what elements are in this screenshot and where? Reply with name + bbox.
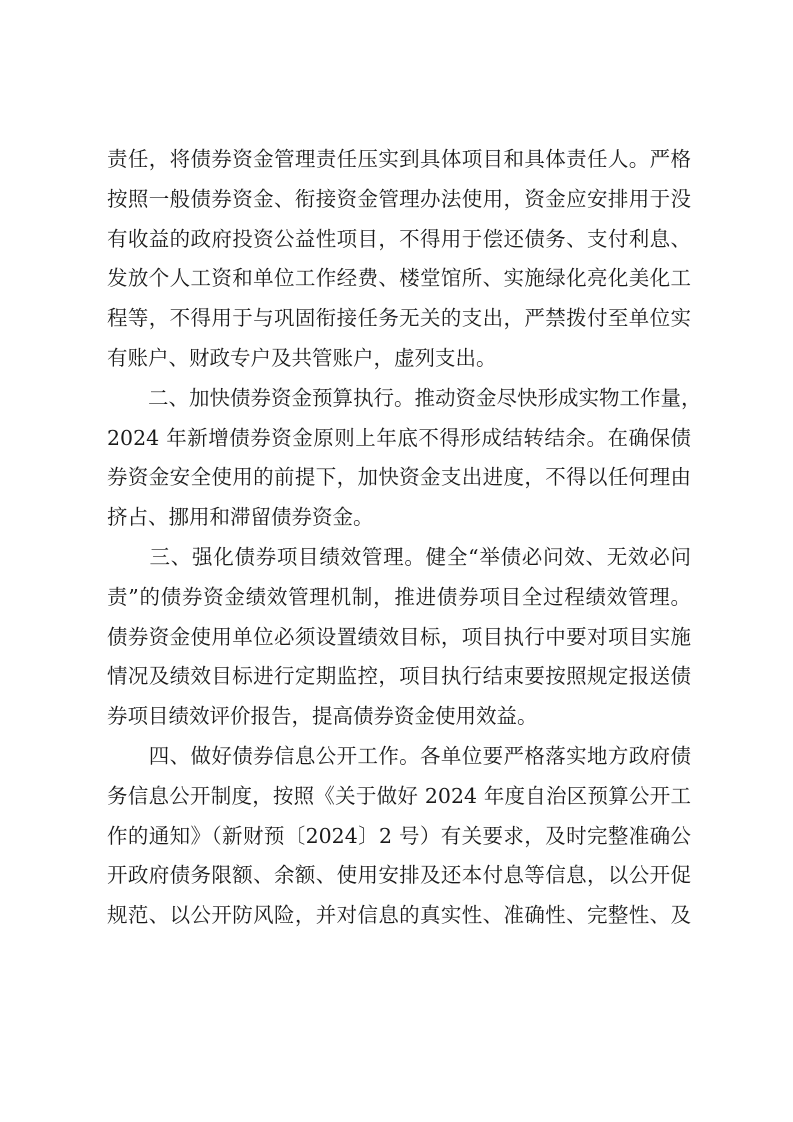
text-line: 发放个人工资和单位工作经费、楼堂馆所、实施绿化亮化美化工	[107, 266, 691, 291]
text-line: 券项目绩效评价报告，提高债券资金使用效益。	[107, 704, 538, 729]
text-line: 责”的债券资金绩效管理机制，推进债券项目全过程绩效管理。	[107, 584, 691, 609]
paragraph-0	[107, 140, 691, 379]
text-line: 2024 年新增债券资金原则上年底不得形成结转结余。在确保债	[107, 425, 691, 450]
document-body	[107, 140, 702, 936]
text-line: 责任，将债券资金管理责任压实到具体项目和具体责任人。严格	[107, 147, 691, 171]
text-line: 四、做好债券信息公开工作。各单位要严格落实地方政府债	[107, 743, 691, 768]
text-line: 开政府债务限额、余额、使用安排及还本付息等信息，以公开促	[107, 863, 691, 888]
text-line: 有收益的政府投资公益性项目，不得用于偿还债务、支付利息、	[107, 226, 691, 251]
text-line: 券资金安全使用的前提下，加快资金支出进度，不得以任何理由	[107, 465, 691, 490]
text-line: 情况及绩效目标进行定期监控，项目执行结束要按照规定报送债	[107, 664, 691, 689]
paragraph-2	[107, 538, 691, 737]
text-line: 作的通知》（新财预〔2024〕2 号）有关要求，及时完整准确公	[107, 823, 691, 848]
text-line: 规范、以公开防风险，并对信息的真实性、准确性、完整性、及	[107, 903, 691, 928]
text-line: 按照一般债券资金、衔接资金管理办法使用，资金应安排用于没	[107, 186, 691, 211]
paragraph-3	[107, 737, 691, 936]
text-line: 务信息公开制度，按照《关于做好 2024 年度自治区预算公开工	[107, 783, 691, 808]
text-line: 有账户、财政专户及共管账户，虚列支出。	[107, 345, 497, 370]
text-line: 挤占、挪用和滞留债券资金。	[107, 505, 374, 530]
text-line: 三、强化债券项目绩效管理。健全“举债必问效、无效必问	[107, 544, 691, 569]
text-line: 二、加快债券资金预算执行。推动资金尽快形成实物工作量，	[107, 385, 702, 410]
text-line: 程等，不得用于与巩固衔接任务无关的支出，严禁拨付至单位实	[107, 306, 691, 331]
text-line: 债券资金使用单位必须设置绩效目标，项目执行中要对项目实施	[107, 624, 691, 649]
paragraph-1	[107, 379, 702, 538]
